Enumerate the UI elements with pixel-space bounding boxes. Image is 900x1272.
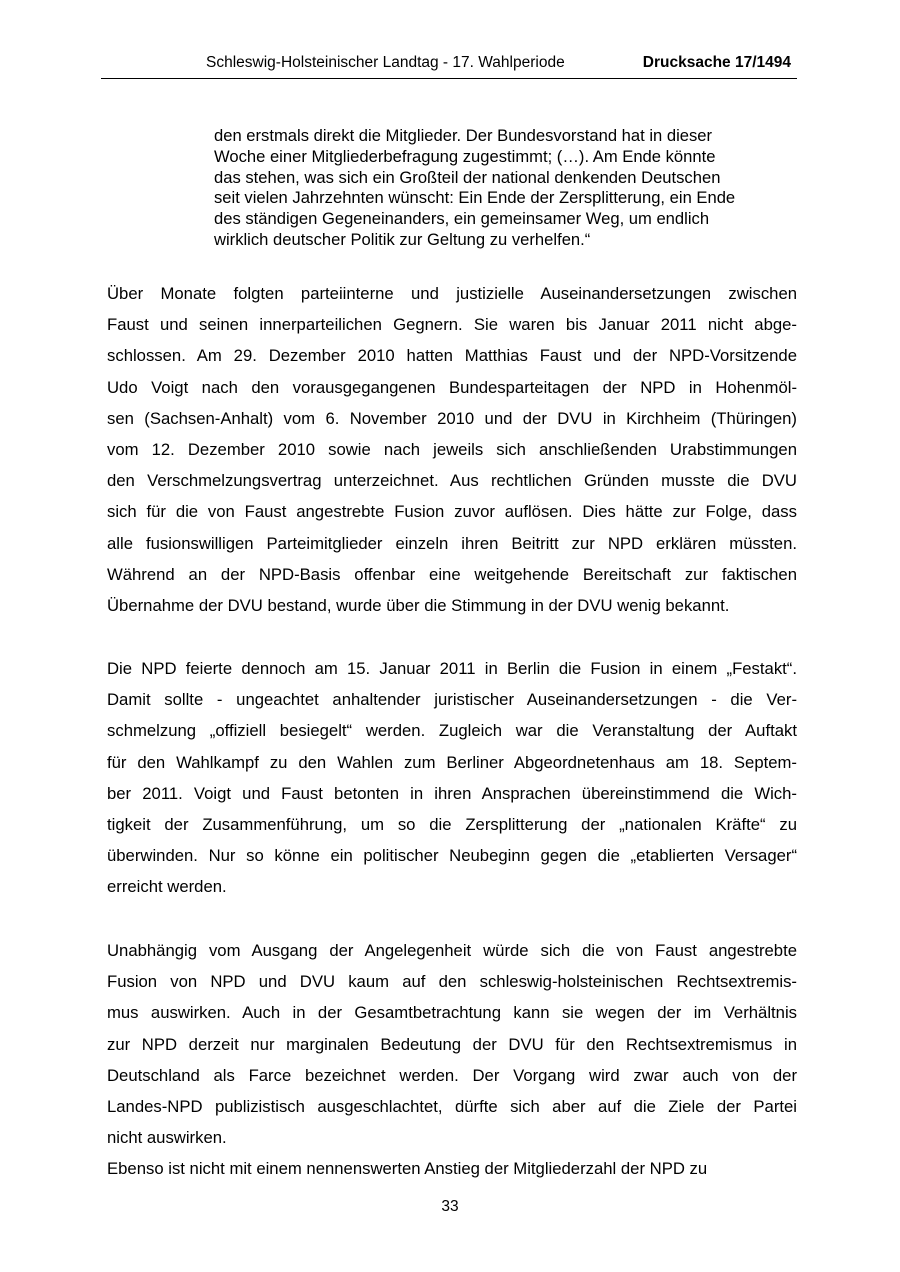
text-line: Ebenso ist nicht mit einem nennenswerten Anstieg der Mitgliederzahl der NPD zu	[107, 1159, 708, 1179]
text-line: Damit sollte - ungeachtet anhaltender juristischer Auseinandersetzungen - die Ver-	[107, 690, 797, 710]
text-line: Faust und seinen innerparteilichen Gegnern. Sie waren bis Januar 2011 nicht abge-	[107, 315, 797, 335]
paragraph-festakt	[107, 653, 797, 903]
text-line: den Verschmelzungsvertrag unterzeichnet. Aus rechtlichen Gründen musste die DVU	[107, 471, 797, 491]
quote-line: Woche einer Mitgliederbefragung zugestimmt; (…). Am Ende könnte	[214, 146, 716, 166]
quote-line: des ständigen Gegeneinanders, ein gemeinsamer Weg, um endlich	[214, 209, 710, 229]
quote-line: das stehen, was sich ein Großteil der national denkenden Deutschen	[214, 167, 721, 187]
text-line: erreicht werden.	[107, 877, 227, 897]
header-title: Schleswig-Holsteinischer Landtag - 17. Wahlperiode	[206, 54, 565, 71]
text-line: Deutschland als Farce bezeichnet werden. Der Vorgang wird zwar auch von der	[107, 1065, 797, 1085]
quote-line: wirklich deutscher Politik zur Geltung zu verhelfen.“	[214, 229, 591, 249]
page-number: 33	[441, 1198, 459, 1215]
text-line: überwinden. Nur so könne ein politischer Neubeginn gegen die „etablierten Versager“	[107, 846, 797, 866]
text-line: Landes-NPD publizistisch ausgeschlachtet, dürfte sich aber auf die Ziele der Partei	[107, 1096, 797, 1116]
text-line: sen (Sachsen-Anhalt) vom 6. November 2010 und der DVU in Kirchheim (Thüringen)	[107, 408, 797, 428]
block-quote	[214, 126, 798, 251]
text-line: schmelzung „offiziell besiegelt“ werden. Zugleich war die Veranstaltung der Auftakt	[107, 721, 797, 741]
text-line: ber 2011. Voigt und Faust betonten in ihren Ansprachen übereinstimmend die Wich-	[107, 783, 797, 803]
document-number: Drucksache 17/1494	[642, 54, 791, 71]
text-line: Udo Voigt nach den vorausgegangenen Bundesparteitagen der NPD in Hohenmöl-	[107, 377, 797, 397]
quote-line: den erstmals direkt die Mitglieder. Der Bundesvorstand hat in dieser	[214, 126, 713, 145]
text-line: Über Monate folgten parteiinterne und justizielle Auseinandersetzungen zwischen	[107, 284, 797, 303]
text-line: Die NPD feierte dennoch am 15. Januar 2011 in Berlin die Fusion in einem „Festakt“.	[107, 659, 797, 678]
text-line: Übernahme der DVU bestand, wurde über die Stimmung in der DVU wenig bekannt.	[107, 595, 730, 615]
page-header	[101, 52, 797, 79]
text-line: zur NPD derzeit nur marginalen Bedeutung der DVU für den Rechtsextremismus in	[107, 1034, 797, 1054]
text-line: tigkeit der Zusammenführung, um so die Zersplitterung der „nationalen Kräfte“ zu	[107, 814, 797, 834]
text-line: schlossen. Am 29. Dezember 2010 hatten Matthias Faust und der NPD-Vorsitzende	[107, 346, 797, 366]
quote-line: seit vielen Jahrzehnten wünscht: Ein Ende der Zersplitterung, ein Ende	[214, 188, 736, 208]
text-line: vom 12. Dezember 2010 sowie nach jeweils sich anschließenden Urabstimmungen	[107, 439, 797, 459]
text-line: für den Wahlkampf zu den Wahlen zum Berliner Abgeordnetenhaus am 18. Septem-	[107, 752, 797, 772]
text-line: sich für die von Faust angestrebte Fusion zuvor auflösen. Dies hätte zur Folge, dass	[107, 502, 797, 522]
text-line: alle fusionswilligen Parteimitglieder einzeln ihren Beitritt zur NPD erklären müssten.	[107, 533, 797, 553]
text-line: Während an der NPD-Basis offenbar eine weitgehende Bereitschaft zur faktischen	[107, 564, 797, 584]
text-line: Unabhängig vom Ausgang der Angelegenheit würde sich die von Faust angestrebte	[107, 941, 797, 960]
text-line: mus auswirken. Auch in der Gesamtbetrachtung kann sie wegen der im Verhältnis	[107, 1003, 797, 1023]
text-line: Fusion von NPD und DVU kaum auf den schleswig-holsteinischen Rechtsextremis-	[107, 972, 797, 992]
paragraph-fusion-dispute	[107, 278, 797, 621]
text-line: nicht auswirken.	[107, 1128, 227, 1148]
paragraph-impact	[107, 935, 797, 1185]
